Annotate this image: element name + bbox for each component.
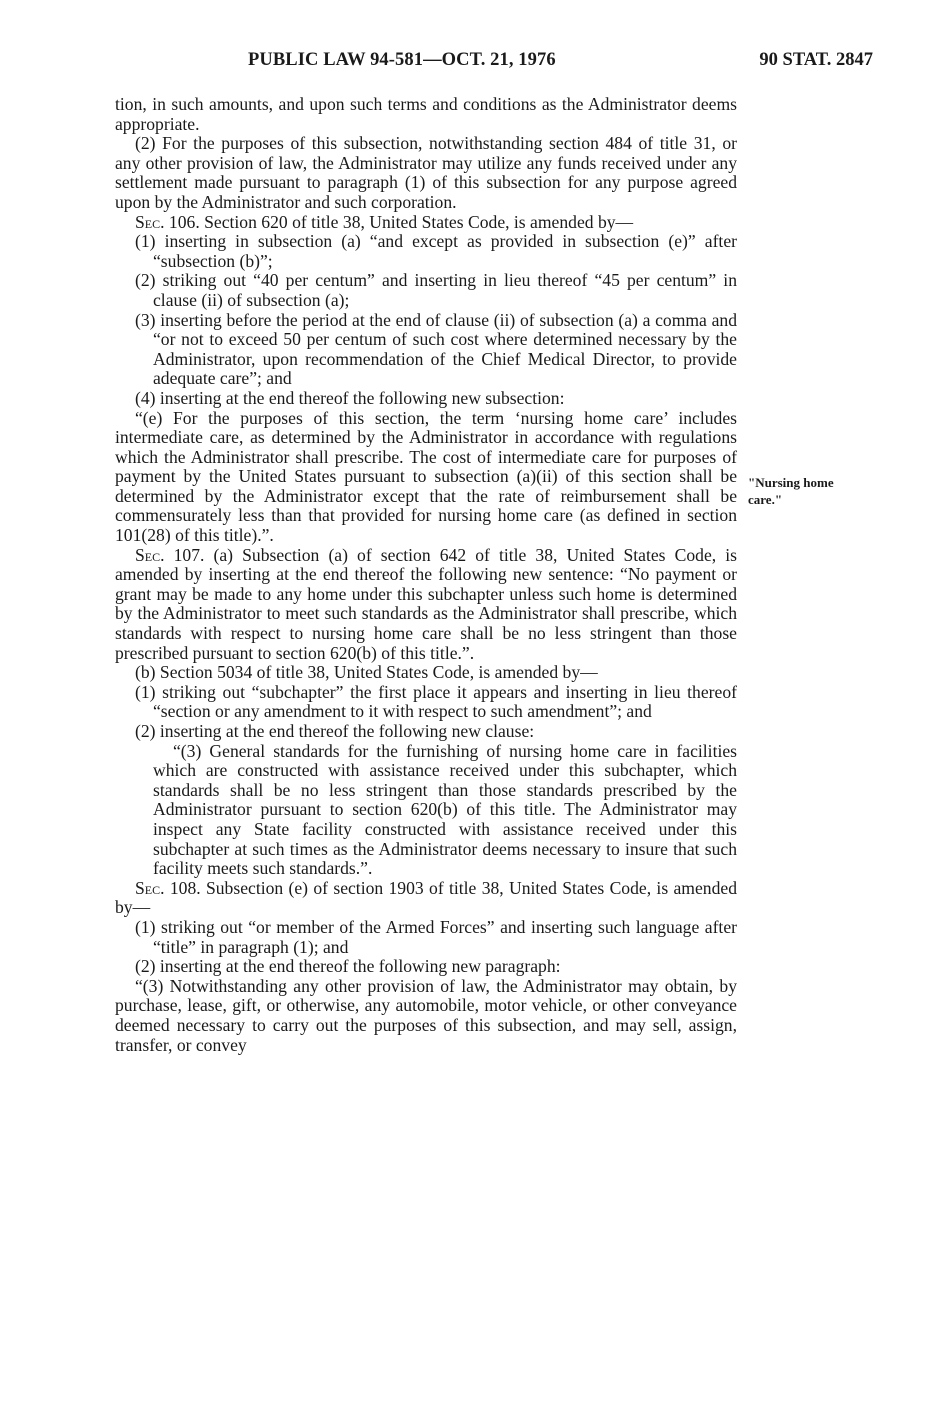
- section-abbrev: Sec.: [135, 877, 165, 898]
- clause-108-2: (2) inserting at the end thereof the following new paragraph:: [135, 956, 561, 977]
- quoted-subsection-e: “(e) For the purposes of this section, the term ‘nursing home care’ includes intermediate care, as determined by the Administrator in accordance with regulations which the Administrator shall prescribe. The cost of intermediate care for purposes of payment by the United States pursuant to subsection (a)(ii) of this section shall be determined by the Administrator except that the rate of reimbursement shall be commensurately less than that provided for nursing home care (as defined in section 101(28) of this title).”.: [115, 407, 737, 546]
- header-title: PUBLIC LAW 94-581—OCT. 21, 1976: [248, 50, 556, 70]
- clause-106-4: (4) inserting at the end thereof the following new subsection:: [135, 387, 565, 408]
- body-text: [115, 95, 737, 1055]
- section-108-text: 108. Subsection (e) of section 1903 of title 38, United States Code, is amended by—: [115, 877, 737, 918]
- paragraph-section-107: [115, 546, 737, 664]
- quoted-clause-3: “(3) General standards for the furnishing of nursing home care in facilities which are constructed with assistance received under this subchapter, which standards shall be no less stringent than those standards prescribed by the Administrator pursuant to section 620(b) of this title. The Administrator may inspect any State facility constructed with assistance received under this subchapter at such times as the Administrator deems necessary to insure that such facility meets such standards.”.: [153, 740, 737, 879]
- clause-106-2: (2) striking out “40 per centum” and inserting in lieu thereof “45 per centum” in clause (ii) of subsection (a);: [135, 270, 737, 310]
- paragraph-section-106: [115, 213, 737, 233]
- margin-note-line-1: "Nursing home: [748, 475, 834, 490]
- margin-note: [748, 474, 898, 508]
- margin-note-line-2: care.": [748, 492, 783, 507]
- clause-108-1: (1) striking out “or member of the Armed Forces” and inserting such language after “title” in paragraph (1); and: [135, 916, 737, 957]
- clause-107b-1: (1) striking out “subchapter” the first place it appears and inserting in lieu thereof “section or any amendment to it with respect to such amendment”; and: [135, 681, 737, 722]
- paragraph-continuation: tion, in such amounts, and upon such terms and conditions as the Administrator deems appropriate.: [115, 94, 737, 134]
- header-page-reference: 90 STAT. 2847: [759, 50, 873, 70]
- section-abbrev: Sec.: [135, 211, 165, 232]
- paragraph-section-108: [115, 879, 737, 918]
- paragraph-section-107-b: (b) Section 5034 of title 38, United States Code, is amended by—: [135, 662, 598, 683]
- section-106-text: 106. Section 620 of title 38, United States Code, is amended by—: [164, 211, 634, 232]
- clause-106-3: (3) inserting before the period at the end of clause (ii) of subsection (a) a comma and “or not to exceed 50 per centum of such cost where determined necessary by the Administrator, upon recommendation of the Chief Medical Director, to provide adequate care”; and: [135, 309, 737, 389]
- section-abbrev: Sec.: [135, 544, 165, 565]
- clause-106-1: (1) inserting in subsection (a) “and except as provided in subsection (e)” after “subsection (b)”;: [135, 231, 737, 271]
- quoted-paragraph-3: “(3) Notwithstanding any other provision of law, the Administrator may obtain, by purchase, lease, gift, or otherwise, any automobile, motor vehicle, or other conveyance deemed necessary to carry out the purposes of this subsection, and may sell, assign, transfer, or convey: [115, 975, 737, 1055]
- clause-107b-2: (2) inserting at the end thereof the following new clause:: [135, 721, 535, 741]
- paragraph-subsection-2: (2) For the purposes of this subsection, notwithstanding section 484 of title 31, or any other provision of law, the Administrator may utilize any funds received under any settlement made pursuant to paragraph (1) of this subsection for any purpose agreed upon by the Administrator and such corporation.: [115, 133, 737, 212]
- running-header: [248, 50, 888, 76]
- section-107-text: 107. (a) Subsection (a) of section 642 of title 38, United States Code, is amended by inserting at the end thereof the following new sentence: “No payment or grant may be made to any home under this subchapter unless such home is determined by the Administrator to meet such standards as the Administrator shall prescribe, which standards with respect to nursing home care shall be no less stringent than those prescribed pursuant to section 620(b) of this title.”.: [115, 544, 737, 663]
